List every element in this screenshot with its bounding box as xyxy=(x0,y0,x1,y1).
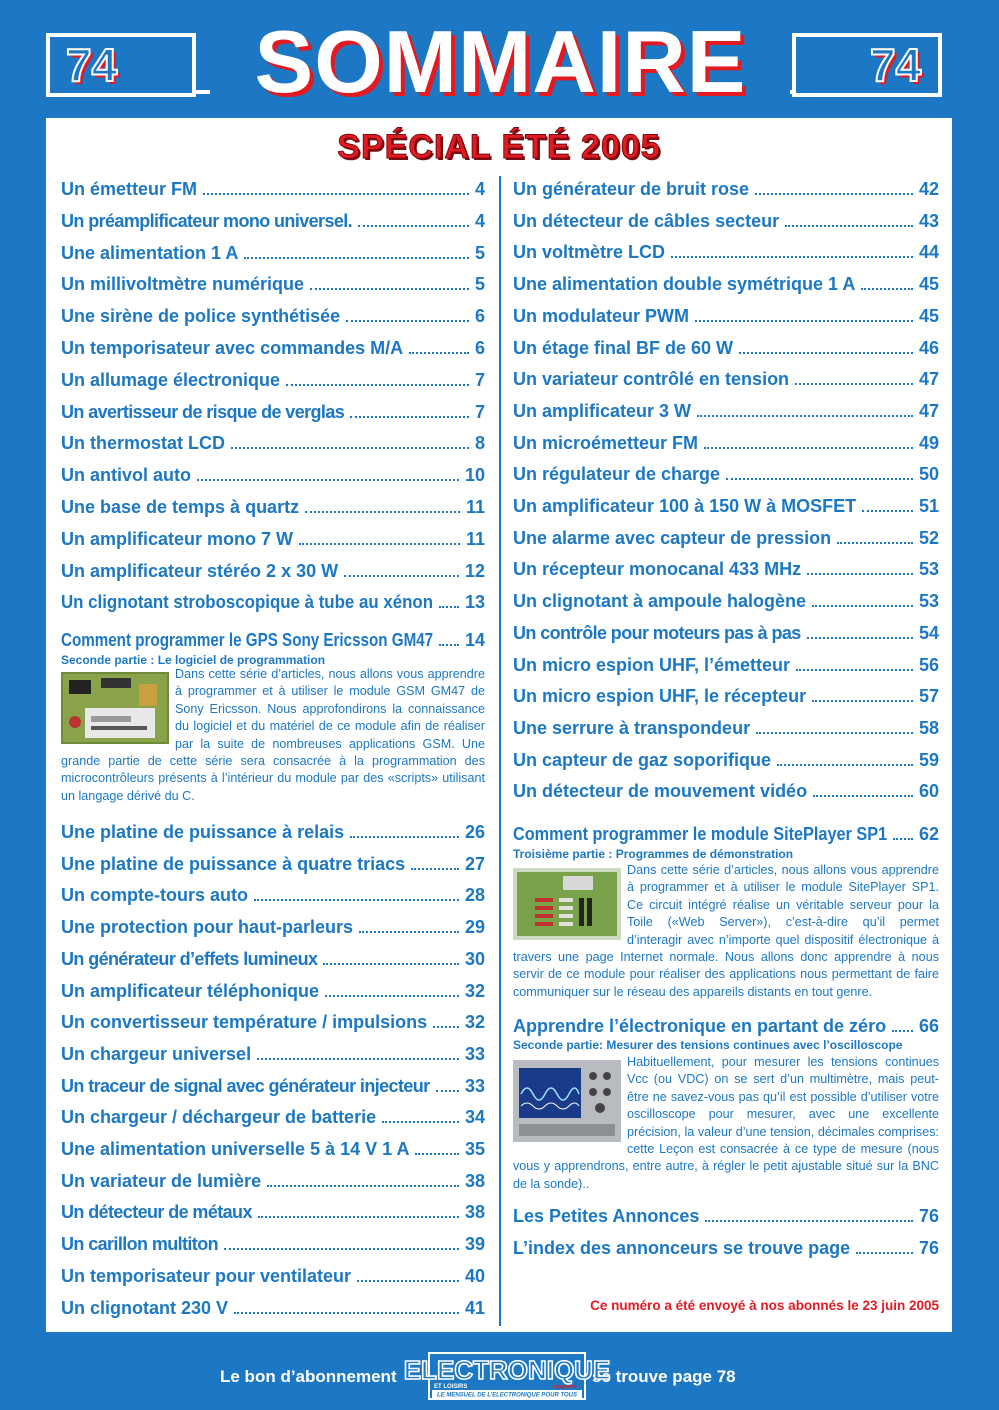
footer-text-after[interactable]: se trouve page 78 xyxy=(592,1367,736,1386)
toc-entry[interactable] xyxy=(61,1076,485,1102)
toc-page: 26 xyxy=(464,822,485,842)
toc-page: 50 xyxy=(918,464,939,485)
toc-entry[interactable] xyxy=(61,1107,485,1133)
gps-module-photo xyxy=(61,672,169,744)
toc-leader xyxy=(231,447,469,449)
toc-title: Un voltmètre LCD xyxy=(513,242,666,263)
toc-leader xyxy=(892,1030,913,1032)
toc-leader xyxy=(704,447,913,449)
toc-page: 60 xyxy=(918,781,939,802)
toc-leader xyxy=(861,288,913,290)
toc-title: Comment programmer le module SitePlayer SP1 xyxy=(513,824,888,844)
toc-entry[interactable] xyxy=(61,1202,485,1228)
toc-entry[interactable] xyxy=(61,274,485,300)
toc-title: Une alimentation universelle 5 à 14 V 1 A xyxy=(61,1139,410,1159)
toc-leader xyxy=(756,732,913,734)
toc-title: Un temporisateur pour ventilateur xyxy=(61,1265,352,1286)
toc-page: 33 xyxy=(464,1075,485,1096)
toc-page: 10 xyxy=(464,465,485,486)
toc-leader xyxy=(305,511,460,513)
toc-leader xyxy=(436,1090,459,1092)
toc-leader xyxy=(856,1252,913,1254)
toc-page: 43 xyxy=(918,210,939,231)
toc-entry[interactable] xyxy=(61,1266,485,1292)
toc-leader xyxy=(795,383,913,385)
oscilloscope-photo xyxy=(513,1060,621,1142)
toc-leader xyxy=(893,838,913,840)
toc-entry[interactable] xyxy=(61,592,485,618)
toc-leader xyxy=(439,644,459,646)
toc-page: 5 xyxy=(474,274,485,295)
toc-leader xyxy=(382,1121,459,1123)
logo-tagline: LE MENSUEL DE L’ELECTRONIQUE POUR TOUS xyxy=(436,1392,578,1399)
toc-page: 54 xyxy=(918,622,939,643)
toc-leader xyxy=(203,193,469,195)
toc-title: Un thermostat LCD xyxy=(61,433,226,454)
toc-title: Un émetteur FM xyxy=(61,179,198,199)
toc-title: Un contrôle pour moteurs pas à pas xyxy=(513,622,801,643)
toc-title: Un convertisseur température / impulsions xyxy=(61,1012,428,1033)
toc-page: 58 xyxy=(918,717,939,738)
toc-leader xyxy=(807,573,913,575)
toc-title: Les Petites Annonces xyxy=(513,1206,700,1226)
toc-entry[interactable] xyxy=(61,949,485,975)
contents-panel xyxy=(46,118,952,1332)
toc-page: 13 xyxy=(465,592,486,613)
toc-title: Une base de temps à quartz xyxy=(61,497,300,517)
toc-title: Un récepteur monocanal 433 MHz xyxy=(513,559,802,580)
toc-entry[interactable] xyxy=(61,885,485,911)
toc-leader xyxy=(310,288,469,290)
toc-leader xyxy=(323,963,459,965)
toc-leader xyxy=(224,1248,459,1250)
toc-entry[interactable] xyxy=(61,1171,485,1197)
toc-entry[interactable] xyxy=(513,242,939,268)
feature-electronique-body xyxy=(513,1054,939,1193)
toc-title: Une serrure à transpondeur xyxy=(513,717,751,738)
toc-leader xyxy=(862,510,913,512)
toc-title: Une alimentation 1 A xyxy=(61,242,239,263)
toc-leader xyxy=(813,795,913,797)
toc-title: Un détecteur de câbles secteur xyxy=(513,210,780,231)
toc-page: 38 xyxy=(464,1170,485,1191)
toc-leader xyxy=(197,479,459,481)
toc-title: Un chargeur universel xyxy=(61,1043,252,1064)
logo-small-text: ET LOISIRS xyxy=(434,1384,468,1390)
toc-entry[interactable] xyxy=(61,497,485,523)
toc-entry[interactable] xyxy=(61,1298,485,1324)
toc-entry[interactable] xyxy=(61,854,485,880)
toc-leader xyxy=(812,700,913,702)
toc-title: Un compte-tours auto xyxy=(61,885,248,906)
toc-leader xyxy=(671,256,913,258)
feature-electronique-subtitle: Seconde partie: Mesurer des tensions continues avec l’oscilloscope xyxy=(513,1038,903,1052)
toc-entry[interactable] xyxy=(513,559,939,585)
toc-page: 32 xyxy=(464,1012,485,1033)
column-divider xyxy=(499,176,501,1326)
toc-page: 4 xyxy=(474,179,485,199)
toc-entry[interactable] xyxy=(513,1206,939,1232)
toc-entry[interactable] xyxy=(61,1044,485,1070)
toc-leader xyxy=(234,1312,459,1314)
toc-leader xyxy=(439,606,459,608)
toc-page: 32 xyxy=(464,980,485,1001)
toc-entry[interactable] xyxy=(513,655,939,681)
toc-title: Un générateur d’effets lumineux xyxy=(61,948,318,969)
toc-leader xyxy=(267,1185,459,1187)
toc-entry[interactable] xyxy=(61,402,485,428)
toc-title: Une platine de puissance à quatre triacs xyxy=(61,853,406,874)
toc-leader xyxy=(258,1216,459,1218)
toc-page: 76 xyxy=(918,1206,939,1226)
toc-leader xyxy=(777,764,913,766)
toc-title: Un générateur de bruit rose xyxy=(513,179,750,199)
toc-title: Comment programmer le GPS Sony Ericsson GM47 xyxy=(61,630,434,650)
toc-page: 35 xyxy=(464,1139,485,1159)
toc-page: 12 xyxy=(464,560,485,581)
toc-entry[interactable] xyxy=(513,338,939,364)
toc-page: 28 xyxy=(464,885,485,906)
toc-page: 44 xyxy=(918,242,939,263)
toc-page: 33 xyxy=(464,1043,485,1064)
toc-title: Un avertisseur de risque de verglas xyxy=(61,401,345,422)
feature-gps-subtitle: Seconde partie : Le logiciel de programmation xyxy=(61,653,326,667)
electronique-logo xyxy=(403,1352,611,1400)
toc-title: Un amplificateur téléphonique xyxy=(61,980,320,1001)
toc-page: 53 xyxy=(918,591,939,612)
toc-leader xyxy=(257,1058,459,1060)
toc-entry[interactable] xyxy=(61,338,485,364)
toc-entry[interactable] xyxy=(61,822,485,848)
toc-title: Un clignotant à ampoule halogène xyxy=(513,591,807,612)
toc-entry[interactable] xyxy=(513,179,939,205)
toc-page: 38 xyxy=(464,1202,485,1223)
toc-leader xyxy=(837,542,913,544)
toc-leader xyxy=(705,1220,913,1222)
toc-entry[interactable] xyxy=(513,718,939,744)
toc-entry[interactable] xyxy=(61,1012,485,1038)
toc-title: Un traceur de signal avec générateur injecteur xyxy=(61,1075,430,1096)
toc-title: Un amplificateur 100 à 150 W à MOSFET xyxy=(513,496,857,516)
siteplayer-board-photo xyxy=(513,868,621,940)
toc-title: Un micro espion UHF, l’émetteur xyxy=(513,654,791,675)
toc-title: Un variateur de lumière xyxy=(61,1170,262,1191)
toc-title: Un étage final BF de 60 W xyxy=(513,337,734,358)
toc-page: 47 xyxy=(918,400,939,421)
toc-leader xyxy=(299,543,460,545)
toc-title: L’index des annonceurs se trouve page xyxy=(513,1237,851,1258)
toc-page: 14 xyxy=(465,630,486,650)
feature-siteplayer-subtitle: Troisième partie : Programmes de démonstration xyxy=(513,847,794,861)
toc-title: Un variateur contrôlé en tension xyxy=(513,369,790,390)
toc-entry[interactable] xyxy=(61,179,485,205)
toc-entry[interactable] xyxy=(513,750,939,776)
feature-siteplayer-body xyxy=(513,862,939,1001)
toc-leader xyxy=(350,416,469,418)
toc-title: Un préamplificateur mono universel. xyxy=(61,210,353,231)
toc-page: 6 xyxy=(474,306,485,327)
toc-page: 39 xyxy=(464,1234,485,1255)
toc-entry[interactable] xyxy=(61,917,485,943)
toc-title: Un allumage électronique xyxy=(61,369,281,390)
toc-title: Apprendre l’électronique en partant de zéro xyxy=(513,1016,887,1036)
toc-entry[interactable] xyxy=(513,496,939,522)
toc-title: Un détecteur de mouvement vidéo xyxy=(513,781,808,802)
toc-page: 30 xyxy=(464,948,485,969)
toc-page: 6 xyxy=(474,338,485,358)
toc-page: 7 xyxy=(474,369,485,390)
logo-wordmark: ELECTRONIQUE xyxy=(403,1355,611,1385)
toc-leader xyxy=(755,193,913,195)
toc-leader xyxy=(807,637,913,639)
toc-entry[interactable] xyxy=(61,306,485,332)
toc-page: 76 xyxy=(918,1237,939,1258)
header-rule xyxy=(196,90,210,94)
toc-leader xyxy=(350,836,459,838)
toc-entry[interactable] xyxy=(513,591,939,617)
toc-title: Un antivol auto xyxy=(61,465,191,486)
toc-page: 4 xyxy=(474,210,485,231)
toc-page: 41 xyxy=(464,1297,485,1318)
toc-entry[interactable] xyxy=(513,686,939,712)
toc-leader xyxy=(697,415,913,417)
toc-leader xyxy=(358,225,469,227)
toc-leader xyxy=(357,1280,459,1282)
toc-leader xyxy=(286,384,469,386)
toc-leader xyxy=(344,575,459,577)
toc-leader xyxy=(254,899,459,901)
toc-page: 46 xyxy=(918,337,939,358)
toc-page: 45 xyxy=(918,305,939,326)
toc-leader xyxy=(346,320,469,322)
toc-entry[interactable] xyxy=(61,243,485,269)
toc-title: Un temporisateur avec commandes M/A xyxy=(61,338,404,358)
toc-title: Une alarme avec capteur de pression xyxy=(513,527,832,548)
toc-entry[interactable] xyxy=(61,561,485,587)
toc-title: Un clignotant stroboscopique à tube au xénon xyxy=(61,592,434,613)
issue-number-right: 74 xyxy=(870,39,922,91)
footer-text-before: Le bon d’abonnement xyxy=(220,1367,397,1386)
toc-page: 40 xyxy=(464,1265,485,1286)
toc-title: Un modulateur PWM xyxy=(513,305,689,326)
toc-entry[interactable] xyxy=(61,211,485,237)
toc-page: 53 xyxy=(918,559,939,580)
toc-leader xyxy=(796,669,913,671)
toc-page: 7 xyxy=(474,401,485,422)
toc-page: 45 xyxy=(918,274,939,295)
mailing-notice: Ce numéro a été envoyé à nos abonnés le 23 juin 2005 xyxy=(590,1298,939,1313)
header xyxy=(0,0,999,118)
feature-gps-body xyxy=(61,666,485,805)
toc-title: Un microémetteur FM xyxy=(513,432,699,453)
toc-page: 42 xyxy=(918,179,939,199)
toc-leader xyxy=(812,605,913,607)
feature-gps-text: Dans cette série d’articles, nous allons vous apprendre à programmer et à utiliser le module GSM GM47 de Sony Ericsson. Nous approfondirons la connaissance du logiciel et du matériel de ce module afin de réaliser par la suite de nombreuses applications GSM. Une grande partie de cette série sera consacrée à la programmation des microcontrôleurs présents à l’intérieur du module par des «scripts» utilisant un langage dérivé du C. xyxy=(61,667,485,803)
toc-entry[interactable] xyxy=(513,401,939,427)
feature-siteplayer-text: Dans cette série d’articles, nous allons vous apprendre à programmer et à utiliser le module SitePlayer SP1. Ce circuit intégré réalise un véritable serveur pour la Toile («Web Server»), c’est-à-dire qu’il permet d’interagir avec n’importe quel dispositif électronique à travers une page Internet normale. Nous allons donc apprendre à nous servir de ce module pour réaliser des applications nous permettant de faire communiquer sur le réseau des appareils distants en tout genre. xyxy=(513,863,939,999)
toc-entry[interactable] xyxy=(61,465,485,491)
toc-entry[interactable] xyxy=(61,370,485,396)
toc-page: 5 xyxy=(474,242,485,263)
page-title: SOMMAIRE xyxy=(254,12,747,111)
toc-page: 11 xyxy=(465,497,485,517)
toc-entry[interactable] xyxy=(61,529,485,555)
toc-title: Un capteur de gaz soporifique xyxy=(513,749,772,770)
toc-title: Un millivoltmètre numérique xyxy=(61,274,305,295)
toc-entry[interactable] xyxy=(61,1234,485,1260)
toc-page: 29 xyxy=(464,917,485,938)
toc-title: Une protection pour haut-parleurs xyxy=(61,917,354,938)
toc-entry[interactable] xyxy=(513,781,939,807)
toc-title: Un carillon multiton xyxy=(61,1234,218,1255)
toc-leader xyxy=(785,225,913,227)
toc-entry[interactable] xyxy=(513,211,939,237)
toc-leader xyxy=(695,320,913,322)
feature-electronique-text: Habituellement, pour mesurer les tensions continues Vcc (ou VDC) on se sert d’un multimètre, mais peut-être ne savez-vous pas qu’il est possible d’utiliser votre oscilloscope pour mesurer, avec une excellente précision, la valeur d’une tension, décimales comprises: cette Leçon est consacrée à ce type de mesure (nous vous y apprendrons, entre autre, à régler le petit ajustable situé sur la BNC de la sonde).. xyxy=(513,1055,939,1191)
toc-page: 59 xyxy=(918,749,939,770)
toc-leader xyxy=(359,931,459,933)
logo-magazine: magazine xyxy=(554,1384,577,1390)
toc-leader xyxy=(409,352,469,354)
toc-leader xyxy=(244,257,469,259)
toc-page: 47 xyxy=(918,369,939,390)
special-subtitle: SPÉCIAL ÉTÉ 2005 xyxy=(337,128,661,166)
toc-title: Un détecteur de métaux xyxy=(61,1202,252,1223)
toc-leader xyxy=(411,868,459,870)
toc-page: 62 xyxy=(919,824,940,844)
toc-page: 49 xyxy=(918,432,939,453)
toc-entry[interactable] xyxy=(513,274,939,300)
toc-entry[interactable] xyxy=(513,306,939,332)
toc-entry[interactable] xyxy=(513,623,939,649)
toc-entry[interactable] xyxy=(513,464,939,490)
toc-page: 51 xyxy=(918,496,939,516)
toc-leader xyxy=(415,1153,459,1155)
toc-page: 52 xyxy=(918,527,939,548)
toc-entry[interactable] xyxy=(61,433,485,459)
toc-title: Un micro espion UHF, le récepteur xyxy=(513,686,807,707)
toc-entry[interactable] xyxy=(513,528,939,554)
toc-leader xyxy=(433,1026,459,1028)
toc-page: 34 xyxy=(464,1107,485,1128)
toc-title: Un amplificateur stéréo 2 x 30 W xyxy=(61,560,339,581)
toc-title: Un amplificateur mono 7 W xyxy=(61,528,294,549)
toc-leader xyxy=(726,478,913,480)
issue-number-left: 74 xyxy=(66,39,118,91)
toc-entry[interactable] xyxy=(513,1238,939,1264)
toc-page: 66 xyxy=(918,1016,939,1036)
toc-leader xyxy=(325,995,459,997)
toc-title: Un régulateur de charge xyxy=(513,464,721,485)
toc-title: Un amplificateur 3 W xyxy=(513,400,692,421)
toc-page: 11 xyxy=(465,528,485,549)
toc-entry[interactable] xyxy=(513,369,939,395)
toc-entry[interactable] xyxy=(513,433,939,459)
toc-title: Un clignotant 230 V xyxy=(61,1297,229,1318)
toc-title: Une platine de puissance à relais xyxy=(61,822,345,842)
toc-title: Une alimentation double symétrique 1 A xyxy=(513,274,856,295)
toc-title: Un chargeur / déchargeur de batterie xyxy=(61,1107,377,1128)
toc-entry[interactable] xyxy=(61,1139,485,1165)
toc-title: Une sirène de police synthétisée xyxy=(61,306,341,327)
toc-leader xyxy=(739,352,913,354)
toc-page: 56 xyxy=(918,654,939,675)
toc-page: 27 xyxy=(464,853,485,874)
toc-page: 57 xyxy=(918,686,939,707)
toc-page: 8 xyxy=(474,433,485,454)
toc-entry[interactable] xyxy=(61,981,485,1007)
